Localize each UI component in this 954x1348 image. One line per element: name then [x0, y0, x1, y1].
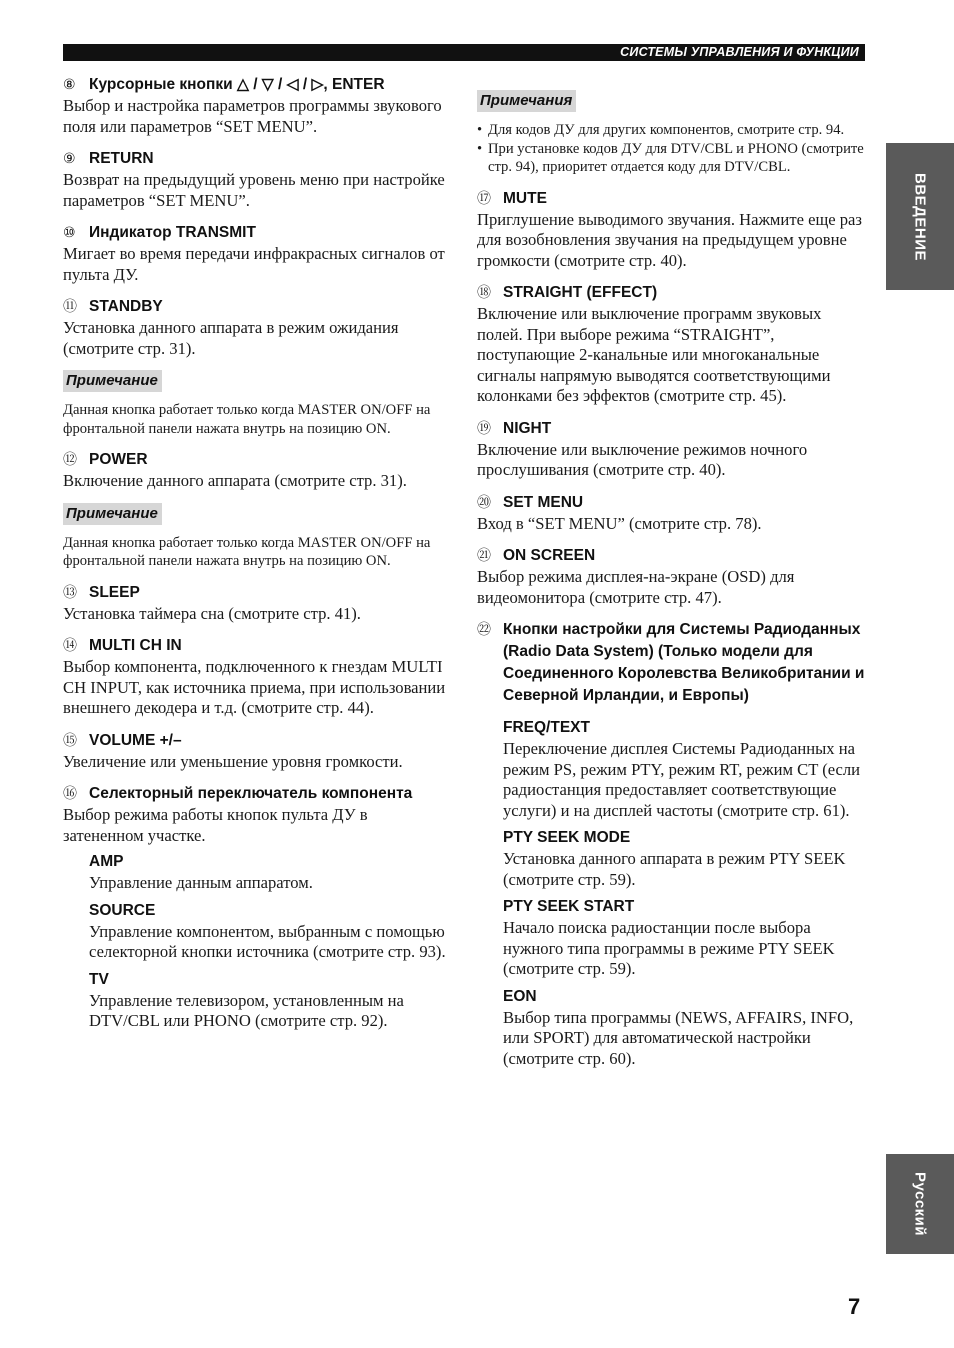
- item-number: ⑭: [63, 638, 77, 654]
- item-multi-ch-in: [63, 635, 451, 719]
- item-night: [477, 418, 869, 481]
- item-title: Кнопки настройки для Системы Радиоданных (Radio Data System) (Только модели для Соединенного Королевства Великобритании и Северной Ирландии, и Европы): [503, 621, 865, 704]
- item-rds-buttons: [477, 619, 869, 1069]
- item-number: ⑰: [477, 190, 491, 207]
- header-bar: [63, 44, 865, 61]
- note-text: Данная кнопка работает только когда MASTER ON/OFF на фронтальной панели нажата внутрь на позицию ON.: [63, 402, 431, 437]
- note-remote-codes: [477, 90, 869, 177]
- item-number: ㉒: [477, 622, 491, 638]
- subitem-title: PTY SEEK START: [503, 898, 635, 915]
- side-tab-intro: [886, 143, 954, 290]
- subitem-description: Переключение дисплея Системы Радиоданных на режим PS, режим PTY, режим RT, режим CT (если радиостанция предоставляет соответствующие услуги) и на дисплей частоты (смотрите стр. 61).: [503, 739, 861, 820]
- subitem-description: Управление телевизором, установленным на DTV/CBL или PHONO (смотрите стр. 92).: [89, 990, 404, 1030]
- item-number: ⑮: [63, 732, 77, 749]
- item-description: Увеличение или уменьшение уровня громкости.: [63, 751, 403, 771]
- subitem-description: Выбор типа программы (NEWS, AFFAIRS, INFO, или SPORT) для автоматической настройки (смотрите стр. 60).: [503, 1007, 854, 1068]
- item-title: Курсорные кнопки △ / ▽ / ◁ / ▷, ENTER: [89, 76, 385, 93]
- item-description: Установка данного аппарата в режим ожидания (смотрите стр. 31).: [63, 318, 399, 358]
- note-label: Примечание: [63, 503, 162, 525]
- note-label: Примечание: [63, 370, 162, 392]
- item-cursor-buttons: [63, 74, 451, 137]
- section-title: СИСТЕМЫ УПРАВЛЕНИЯ И ФУНКЦИИ: [620, 45, 859, 59]
- subitem-title: EON: [503, 987, 537, 1005]
- item-number: ⑨: [63, 151, 76, 167]
- subitem-description: Управление данным аппаратом.: [89, 873, 313, 892]
- subitem-title: SOURCE: [89, 901, 156, 919]
- item-title: Селекторный переключатель компонента: [89, 785, 413, 802]
- item-mute: [477, 188, 869, 272]
- subitem-title: AMP: [89, 853, 124, 870]
- subitem-description: Установка данного аппарата в режим PTY SEEK (смотрите стр. 59).: [503, 849, 846, 889]
- item-transmit: [63, 222, 451, 285]
- item-volume: [63, 730, 451, 773]
- side-tab-language: [886, 1154, 954, 1254]
- item-title: STANDBY: [89, 298, 163, 315]
- item-set-menu: [477, 492, 869, 535]
- item-number: ⑬: [63, 584, 77, 601]
- item-sleep: [63, 582, 451, 625]
- note-power: [63, 503, 451, 571]
- item-title: ON SCREEN: [503, 547, 596, 564]
- item-number: ⑯: [63, 786, 77, 802]
- side-tab-language-label: Русский: [911, 1171, 929, 1237]
- left-column: [63, 74, 451, 1043]
- item-standby: [63, 296, 451, 359]
- item-description: Выбор компонента, подключенного к гнездам MULTI CH INPUT, как источника приема, при использовании внешнего декодера и т.д. (смотрите стр. 44).: [63, 657, 446, 717]
- item-number: ⑱: [477, 285, 491, 301]
- note-text: Данная кнопка работает только когда MASTER ON/OFF на фронтальной панели нажата внутрь на позицию ON.: [63, 534, 431, 569]
- item-description: Выбор и настройка параметров программы звукового поля или параметров “SET MENU”.: [63, 96, 442, 136]
- item-number: ⑪: [63, 299, 77, 315]
- item-component-selector: [63, 783, 451, 1032]
- item-straight: [477, 282, 869, 407]
- item-title: RETURN: [89, 150, 154, 167]
- item-description: Включение данного аппарата (смотрите стр. 31).: [63, 471, 407, 490]
- item-description: Мигает во время передачи инфракрасных сигналов от пульта ДУ.: [63, 244, 445, 284]
- item-title: Индикатор TRANSMIT: [89, 224, 256, 241]
- item-return: [63, 148, 451, 211]
- item-title: SET MENU: [503, 493, 584, 511]
- subitem-title: TV: [89, 970, 109, 988]
- item-title: NIGHT: [503, 419, 552, 437]
- note-list-item: • Для кодов ДУ для других компонентов, смотрите стр. 94.: [477, 121, 869, 140]
- note-list: [477, 121, 869, 177]
- item-number: ⑧: [63, 77, 76, 93]
- item-number: ⑳: [477, 494, 491, 511]
- subitem-description: Начало поиска радиостанции после выбора нужного типа программы в режиме PTY SEEK (смотрите стр. 59).: [503, 918, 835, 978]
- item-title: POWER: [89, 451, 148, 468]
- subitem-title: PTY SEEK MODE: [503, 829, 631, 846]
- item-description: Выбор режима дисплея-на-экране (OSD) для видеомонитора (смотрите стр. 47).: [477, 567, 795, 607]
- note-standby: [63, 370, 451, 438]
- subitem-title: FREQ/TEXT: [503, 719, 590, 736]
- note-list-item: • При установке кодов ДУ для DTV/CBL и PHONO (смотрите стр. 94), приоритет отдается коду для DTV/CBL.: [477, 140, 869, 177]
- item-number: ㉑: [477, 548, 491, 564]
- item-on-screen: [477, 545, 869, 608]
- item-number: ⑲: [477, 420, 491, 437]
- rds-subitems: [477, 717, 869, 1069]
- item-number: ⑩: [63, 225, 76, 241]
- item-title: MUTE: [503, 189, 547, 207]
- item-power: [63, 449, 451, 492]
- subitem-description: Управление компонентом, выбранным с помощью селекторной кнопки источника (смотрите стр. 93).: [89, 921, 446, 961]
- item-title: STRAIGHT (EFFECT): [503, 284, 658, 301]
- item-title: SLEEP: [89, 583, 140, 601]
- item-title: VOLUME +/–: [89, 731, 182, 749]
- item-description: Вход в “SET MENU” (смотрите стр. 78).: [477, 513, 762, 533]
- item-description: Включение или выключение режимов ночного прослушивания (смотрите стр. 40).: [477, 439, 808, 479]
- item-number: ⑫: [63, 452, 77, 468]
- item-description: Приглушение выводимого звучания. Нажмите еще раз для возобновления звучания на предыдущем уровне громкости (смотрите стр. 40).: [477, 209, 862, 270]
- note-label: Примечания: [477, 90, 576, 112]
- item-title: MULTI CH IN: [89, 637, 182, 654]
- item-description: Установка таймера сна (смотрите стр. 41).: [63, 603, 361, 623]
- selector-subitems: [63, 851, 451, 1032]
- right-column: [477, 74, 869, 1080]
- item-description: Включение или выключение программ звуковых полей. При выборе режима “STRAIGHT”, поступающие 2-канальные или многоканальные сигналы напрямую выводятся соответствующими колонками без эффектов (смотрите стр. 45).: [477, 304, 831, 405]
- item-description: Возврат на предыдущий уровень меню при настройке параметров “SET MENU”.: [63, 170, 445, 210]
- page-number: 7: [848, 1294, 861, 1319]
- side-tab-intro-label: ВВЕДЕНИЕ: [911, 172, 929, 261]
- item-description: Выбор режима работы кнопок пульта ДУ в затененном участке.: [63, 805, 368, 845]
